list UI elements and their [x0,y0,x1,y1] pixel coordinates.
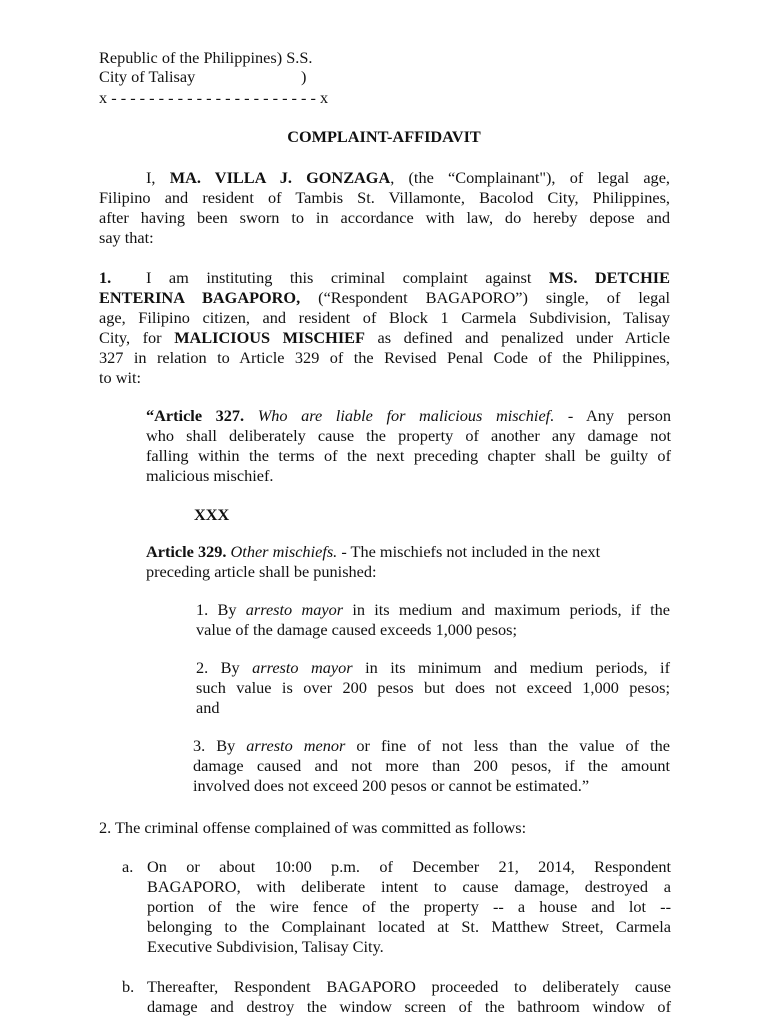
para1-line-5: 327 in relation to Article 329 of the Revised Penal Code of the Philippines, [99,348,670,367]
penalty-3-line-3: involved does not exceed 200 pesos or cannot be estimated.” [193,776,590,795]
para1-line-4: City, for MALICIOUS MISCHIEF as defined and penalized under Article [99,328,670,347]
intro-line-2: Filipino and resident of Tambis St. Villamonte, Bacolod City, Philippines, [99,188,670,207]
penalty-3-line-1: 3. By arresto menor or fine of not less than the value of the [193,736,670,755]
para1-line-1: I am instituting this criminal complaint against MS. DETCHIE [146,268,670,287]
para1-number: 1. [99,268,112,287]
respondent-name-part1: MS. DETCHIE [548,268,670,287]
penalty-2-line-1: 2. By arresto mayor in its minimum and medium periods, if [196,658,670,677]
item-a-line-5: Executive Subdivision, Talisay City. [147,937,384,956]
venue-line-2: City of Talisay [99,67,196,86]
complainant-name: MA. VILLA J. GONZAGA [169,168,391,187]
penalty-1-line-1: 1. By arresto mayor in its medium and maximum periods, if the [196,600,670,619]
item-b-marker: b. [122,977,135,996]
item-a-line-3: portion of the wire fence of the property -- a house and lot -- [147,897,671,916]
art329-heading: Article 329. [146,542,227,561]
venue-line-1: Republic of the Philippines) S.S. [99,48,313,67]
document-title: COMPLAINT-AFFIDAVIT [287,127,481,146]
respondent-name-part2: ENTERINA BAGAPORO, [99,288,301,307]
intro-line-1: I, MA. VILLA J. GONZAGA, (the “Complainant"), of legal age, [146,168,670,187]
penalty-2-line-2: such value is over 200 pesos but does not exceed 1,000 pesos; [196,678,670,697]
para1-line-3: age, Filipino citizen, and resident of Block 1 Carmela Subdivision, Talisay [99,308,670,327]
penalty-3-line-2: damage caused and not more than 200 pesos, if the amount [193,756,670,775]
art327-line-4: malicious mischief. [146,466,274,485]
art327-line-1: “Article 327. Who are liable for malicious mischief. - Any person [146,406,671,425]
art329-line-2: preceding article shall be punished: [146,562,377,581]
item-a-line-4: belonging to the Complainant located at St. Matthew Street, Carmela [147,917,671,936]
caption-divider: x - - - - - - - - - - - - - - - - - - - - - - x [99,88,329,107]
art327-heading: “Article 327. [146,406,245,425]
item-b-line-2: damage and destroy the window screen of the bathroom window of [147,997,671,1016]
para1-line-6: to wit: [99,368,142,387]
item-a-marker: a. [122,857,134,876]
para2-heading: 2. The criminal offense complained of was committed as follows: [99,818,527,837]
penalty-2-line-3: and [196,698,220,717]
intro-line-3: after having been sworn to in accordance with law, do hereby depose and [99,208,670,227]
art329-line-1: Article 329. Other mischiefs. - The mischiefs not included in the next [146,542,601,561]
venue-paren: ) [301,67,307,86]
item-a-line-1: On or about 10:00 p.m. of December 21, 2014, Respondent [147,857,671,876]
intro-line-4: say that: [99,228,154,247]
item-b-line-1: Thereafter, Respondent BAGAPORO proceeded to deliberately cause [147,977,671,996]
art327-line-2: who shall deliberately cause the property of another any damage not [146,426,671,445]
item-a-line-2: BAGAPORO, with deliberate intent to cause damage, destroyed a [147,877,671,896]
offense-name: MALICIOUS MISCHIEF [174,328,365,347]
omission-marker: XXX [194,505,230,524]
penalty-1-line-2: value of the damage caused exceeds 1,000 pesos; [196,620,517,639]
art327-line-3: falling within the terms of the next preceding chapter shall be guilty of [146,446,671,465]
para1-line-2: ENTERINA BAGAPORO, (“Respondent BAGAPORO”) single, of legal [99,288,670,307]
